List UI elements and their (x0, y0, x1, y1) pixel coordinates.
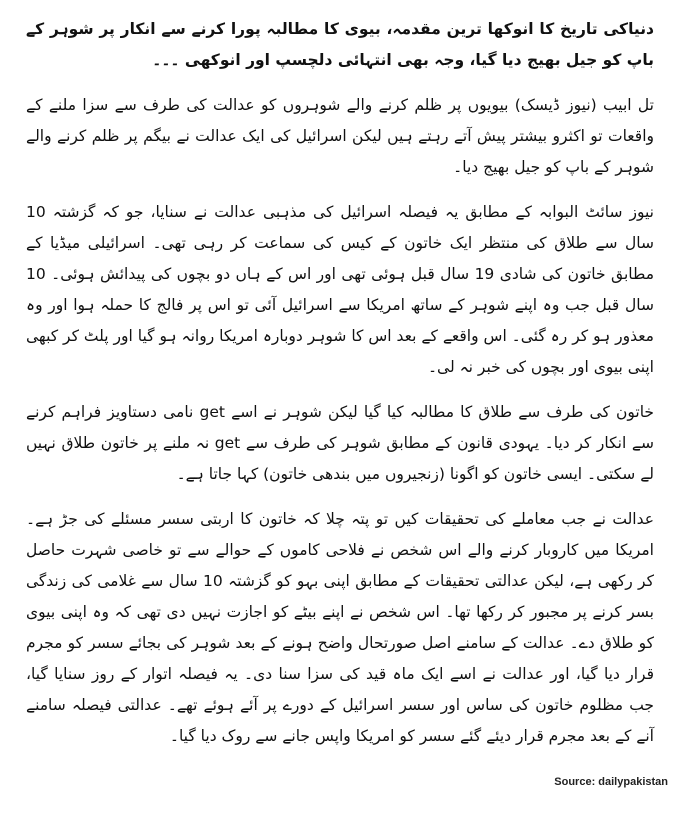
article-paragraph-1: تل ابیب (نیوز ڈیسک) بیویوں پر ظلم کرنے والے شوہروں کو عدالت کی طرف سے سزا ملنے کے واقعات تو اکثرو بیشتر پیش آتے رہتے ہیں لیکن اسرائیل کی ایک عدالت نے بیگم پر ظلم کرنے والے شوہر کے باپ کو جیل بھیج دیا۔ (26, 96, 654, 176)
source-credit: Source: dailypakistan (554, 776, 668, 788)
article-headline: دنیاکی تاریخ کا انوکھا ترین مقدمہ، بیوی کا مطالبہ پورا کرنے سے انکار پر شوہر کے باپ کو جیل بھیج دیا گیا، وجہ بھی انتہائی دلچسپ اور انوکھی ۔۔۔ (26, 20, 654, 69)
article-body (26, 14, 654, 766)
article-paragraph-4: عدالت نے جب معاملے کی تحقیقات کیں تو پتہ چلا کہ خاتون کا اربتی سسر مسئلے کی جڑ ہے۔ امریکا میں کاروبار کرنے والے اس شخص نے فلاحی کاموں کے حوالے سے تو خاصی شہرت حاصل کر رکھی ہے، لیکن عدالتی تحقیقات کے مطابق اپنی بہو کو گزشتہ 10 سال سے غلامی کی زندگی بسر کرنے پر مجبور کر رکھا تھا۔ اس شخص نے اپنے بیٹے کو اجازت نہیں دی تھی کہ وہ اپنی بیوی کو طلاق دے۔ عدالت کے سامنے اصل صورتحال واضح ہونے کے بعد شوہر کی بجائے سسر کو مجرم قرار دیا گیا، اور عدالت نے اسے ایک ماہ قید کی سزا سنا دی۔ یہ فیصلہ اتوار کے روز سنایا گیا، جب مظلوم خاتون کی ساس اور سسر اسرائیل کے دورے پر آئے ہوئے تھے۔ عدالتی فیصلہ سامنے آنے کے بعد مجرم قرار دیئے گئے سسر کو امریکا واپس جانے سے روک دیا گیا۔ (26, 510, 654, 745)
article-paragraph-2: نیوز سائٹ البوابہ کے مطابق یہ فیصلہ اسرائیل کی مذہبی عدالت نے سنایا، جو کہ گزشتہ 10 سال سے طلاق کی منتظر ایک خاتون کے کیس کی سماعت کر رہی تھی۔ اسرائیلی میڈیا کے مطابق خاتون کی شادی 19 سال قبل ہوئی تھی اور اس کے ہاں دو بچوں کی پیدائش ہوئی۔ 10 سال قبل جب وہ اپنے شوہر کے ساتھ امریکا سے اسرائیل آئی تو اس پر فالج کا حملہ ہوا اور وہ معذور ہو کر رہ گئی۔ اس واقعے کے بعد اس کا شوہر دوبارہ امریکا روانہ ہو گیا اور پلٹ کر کبھی اپنی بیوی اور بچوں کی خبر نہ لی۔ (26, 203, 655, 376)
article-paragraph-3: خاتون کی طرف سے طلاق کا مطالبہ کیا گیا لیکن شوہر نے اسے get نامی دستاویز فراہم کرنے سے انکار کر دیا۔ یہودی قانون کے مطابق شوہر کی طرف سے get نہ ملنے پر خاتون طلاق نہیں لے سکتی۔ ایسی خاتون کو اگونا (زنجیروں میں بندھی خاتون) کہا جاتا ہے۔ (26, 403, 655, 483)
